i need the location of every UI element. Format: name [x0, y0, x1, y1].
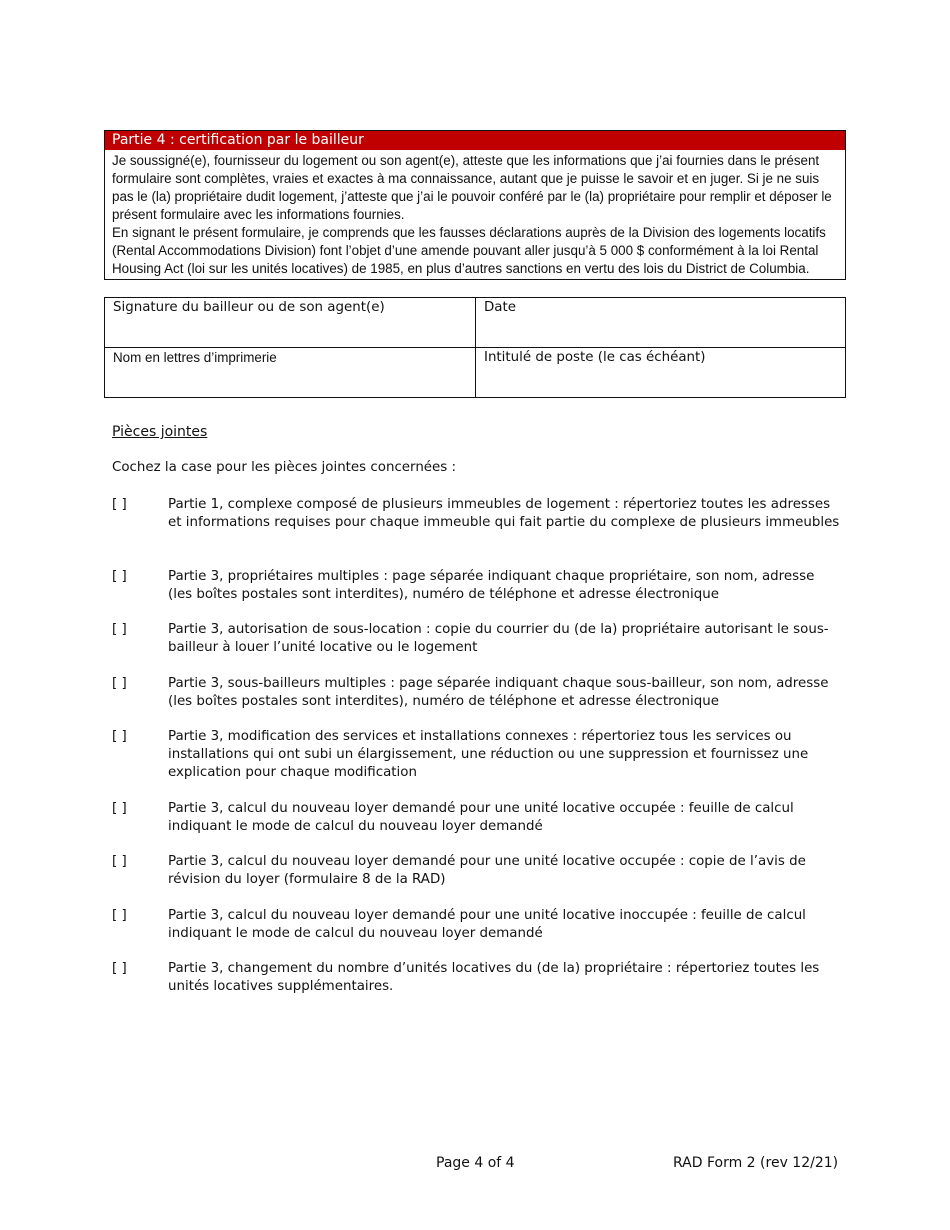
certification-paragraph-2: En signant le présent formulaire, je comprends que les fausses déclarations auprès de la Division des logements locatifs (Rental Accommodations Division) font l’objet d’une amende pouvant aller jusqu’à 5 000 $ conformément à la loi Rental Housing Act (loi sur les unités locatives) de 1985, en plus d’autres sanctions en vertu des lois du District de Columbia.	[112, 225, 826, 276]
signature-field[interactable]	[105, 298, 476, 348]
signature-table	[104, 297, 846, 398]
attachment-checkbox[interactable]: [ ]	[112, 908, 127, 923]
certification-section	[104, 130, 846, 280]
signature-label: Signature du bailleur ou de son agent(e)	[113, 300, 385, 315]
attachment-checkbox[interactable]: [ ]	[112, 854, 127, 869]
footer-form-id: RAD Form 2 (rev 12/21)	[673, 1155, 839, 1171]
certification-header: Partie 4 : certification par le bailleur	[105, 131, 845, 150]
attachment-text: Partie 3, propriétaires multiples : page séparée indiquant chaque propriétaire, son nom, adresse (les boîtes postales sont interdites), numéro de téléphone et adresse électronique	[168, 569, 815, 602]
attachment-checkbox[interactable]: [ ]	[112, 676, 127, 691]
certification-paragraph-1: Je soussigné(e), fournisseur du logement ou son agent(e), atteste que les informations que j’ai fournies dans le présent formulaire sont complètes, vraies et exactes à ma connaissance, autant que je puisse le savoir et en juger. Si je ne suis pas le (la) propriétaire dudit logement, j’atteste que j’ai le pouvoir conféré par le (la) propriétaire pour remplir et déposer le présent formulaire avec les informations fournies.	[112, 153, 832, 222]
attachment-text: Partie 3, calcul du nouveau loyer demandé pour une unité locative inoccupée : feuille de calcul indiquant le mode de calcul du nouveau loyer demandé	[168, 908, 806, 941]
date-label: Date	[484, 300, 517, 315]
attachment-checkbox[interactable]: [ ]	[112, 622, 127, 637]
attachments-intro: Cochez la case pour les pièces jointes concernées :	[112, 460, 457, 475]
certification-body	[105, 150, 845, 279]
attachment-text: Partie 3, changement du nombre d’unités locatives du (de la) propriétaire : répertoriez toutes les unités locatives supplémentaires.	[168, 961, 820, 994]
attachment-checkbox[interactable]: [ ]	[112, 801, 127, 816]
printed-name-field[interactable]	[105, 348, 476, 398]
printed-name-label: Nom en lettres d’imprimerie	[113, 350, 277, 365]
date-field[interactable]	[476, 298, 846, 348]
job-title-label: Intitulé de poste (le cas échéant)	[484, 350, 706, 365]
attachment-checkbox[interactable]: [ ]	[112, 961, 127, 976]
attachment-text: Partie 3, sous-bailleurs multiples : page séparée indiquant chaque sous-bailleur, son nom, adresse (les boîtes postales sont interdites), numéro de téléphone et adresse électronique	[168, 676, 829, 709]
job-title-field[interactable]	[476, 348, 846, 398]
attachment-text: Partie 1, complexe composé de plusieurs immeubles de logement : répertoriez toutes les adresses et informations requises pour chaque immeuble qui fait partie du complexe de plusieurs immeubles	[168, 497, 840, 530]
attachment-text: Partie 3, modification des services et installations connexes : répertoriez tous les services ou installations qui ont subi un élargissement, une réduction ou une suppression et fournissez une explication pour chaque modification	[168, 729, 809, 780]
footer-page-number: Page 4 of 4	[436, 1155, 515, 1171]
attachments-title: Pièces jointes	[112, 424, 208, 440]
attachment-text: Partie 3, calcul du nouveau loyer demandé pour une unité locative occupée : feuille de calcul indiquant le mode de calcul du nouveau loyer demandé	[168, 801, 794, 834]
attachment-text: Partie 3, autorisation de sous-location : copie du courrier du (de la) propriétaire autorisant le sous-bailleur à louer l’unité locative ou le logement	[168, 622, 829, 655]
attachment-checkbox[interactable]: [ ]	[112, 497, 127, 512]
attachment-checkbox[interactable]: [ ]	[112, 569, 127, 584]
attachment-text: Partie 3, calcul du nouveau loyer demandé pour une unité locative occupée : copie de l’avis de révision du loyer (formulaire 8 de la RAD)	[168, 854, 806, 887]
attachment-checkbox[interactable]: [ ]	[112, 729, 127, 744]
